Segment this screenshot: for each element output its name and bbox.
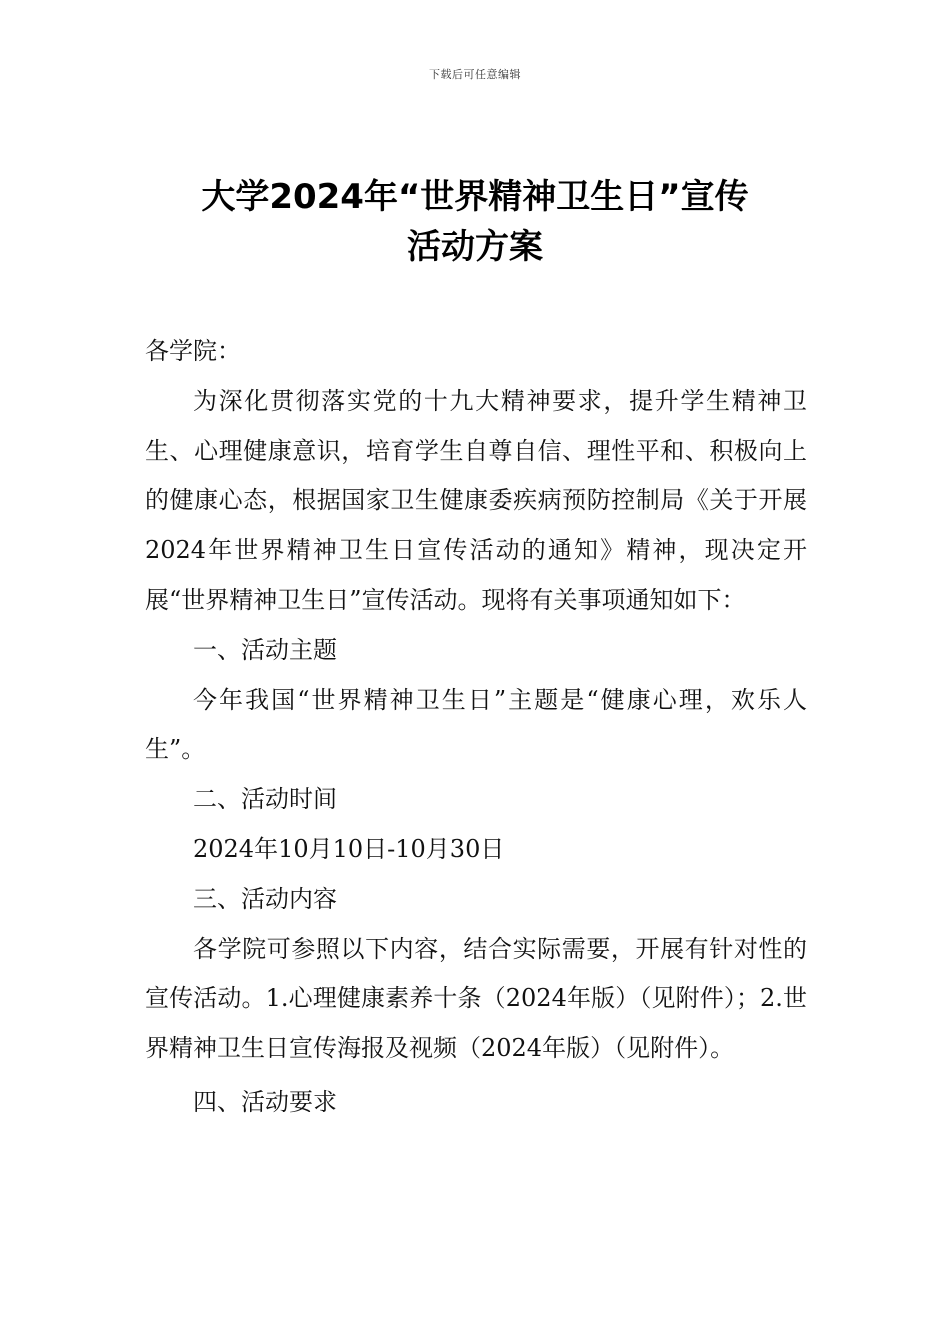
section-heading-time: 二、活动时间 <box>193 785 337 814</box>
document-body <box>145 327 807 1128</box>
section-heading-requirements: 四、活动要求 <box>193 1087 337 1116</box>
section-text-content: 各学院可参照以下内容，结合实际需要，开展有针对性的宣传活动。1.心理健康素养十条（2024年版）（见附件）；2.世界精神卫生日宣传海报及视频（2024年版）（见附件）。 <box>145 934 807 1063</box>
section-heading-content: 三、活动内容 <box>193 884 337 913</box>
header-note: 下载后可任意编辑 <box>429 68 521 81</box>
section-heading-theme: 一、活动主题 <box>193 635 337 664</box>
section-text-theme: 今年我国“世界精神卫生日”主题是“健康心理，欢乐人生”。 <box>145 685 807 764</box>
intro-paragraph: 为深化贯彻落实党的十九大精神要求，提升学生精神卫生、心理健康意识，培育学生自尊自信、理性平和、积极向上的健康心态，根据国家卫生健康委疾病预防控制局《关于开展2024年世界精神卫生日宣传活动的通知》精神，现决定开展“世界精神卫生日”宣传活动。现将有关事项通知如下： <box>145 386 807 614</box>
title-line-1: 大学2024年“世界精神卫生日”宣传 <box>201 177 749 217</box>
title-line-2: 活动方案 <box>407 227 543 267</box>
document-title <box>100 172 850 272</box>
salutation: 各学院： <box>145 337 241 365</box>
section-text-time: 2024年10月10日-10月30日 <box>193 834 505 863</box>
